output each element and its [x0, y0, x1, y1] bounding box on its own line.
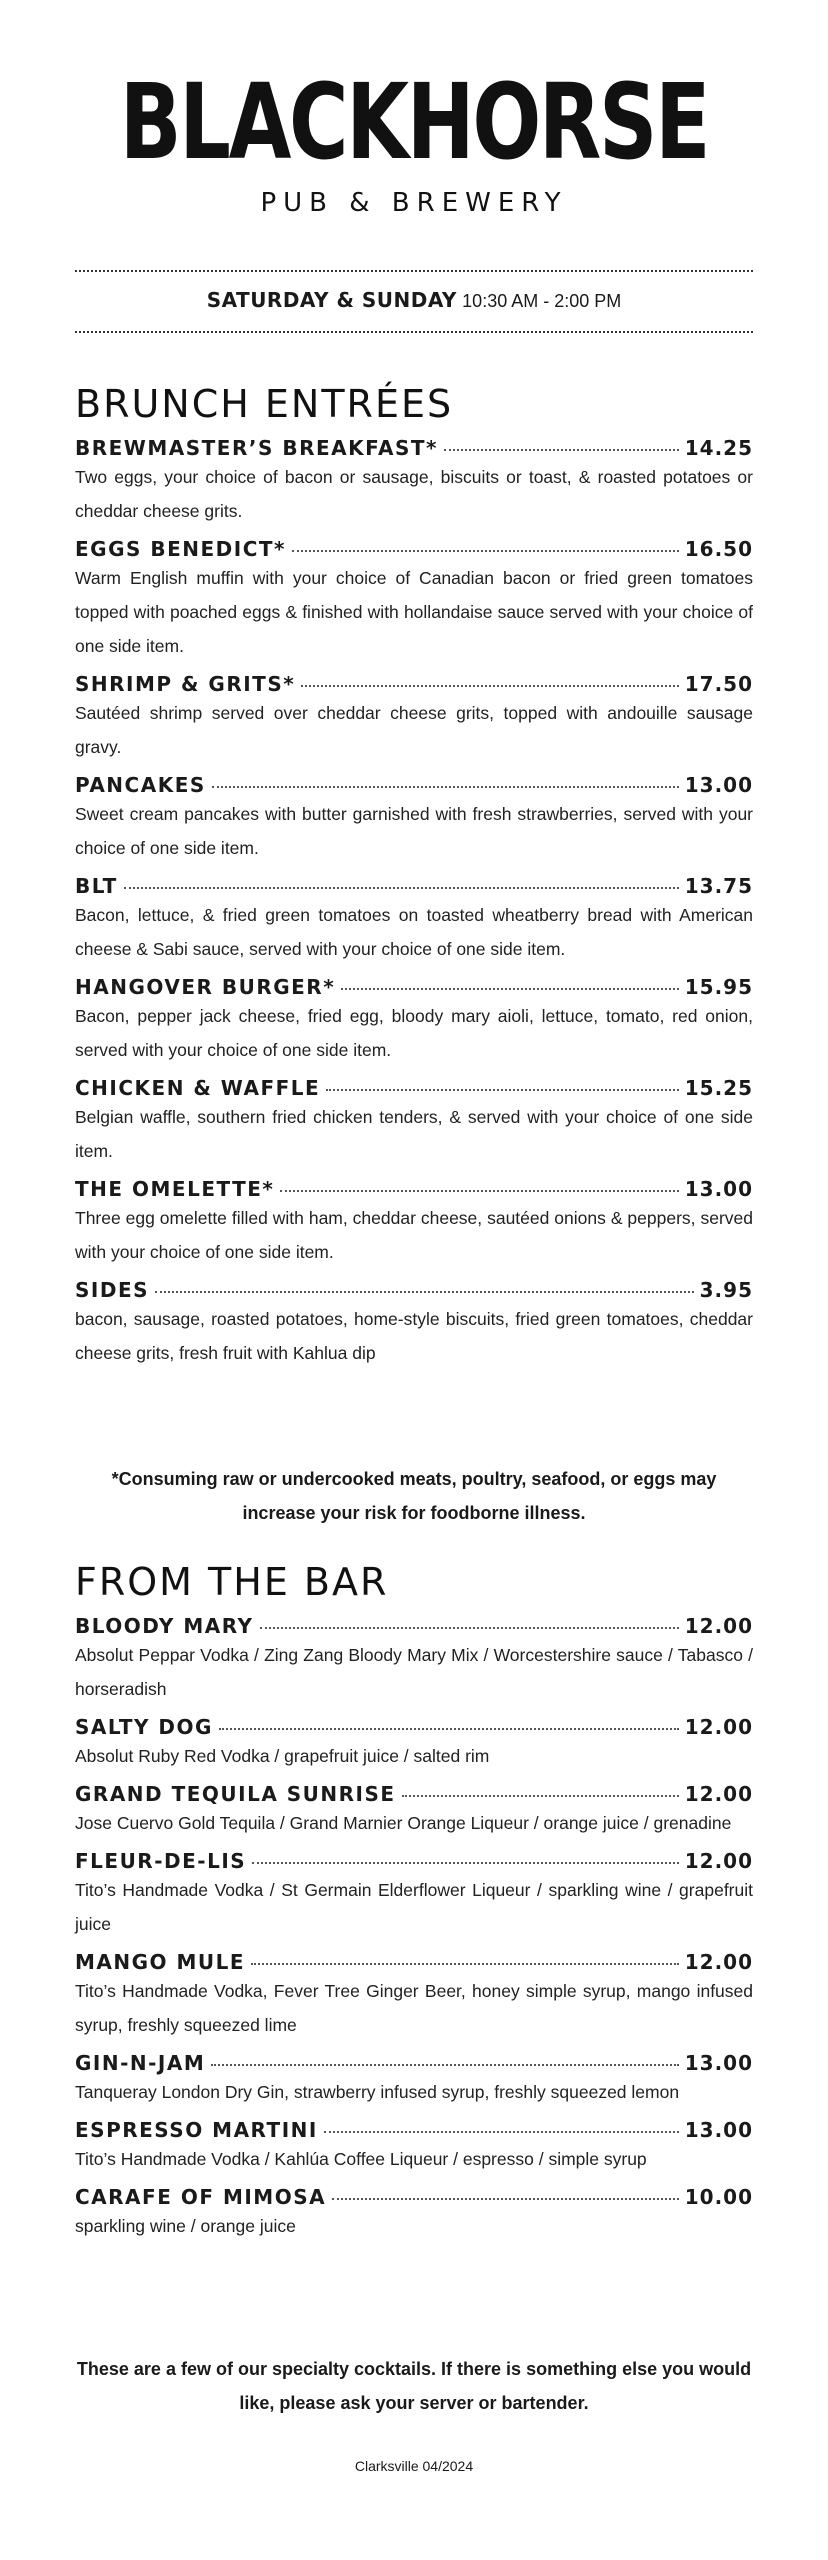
menu-item-price: 17.50 [684, 672, 753, 696]
menu-item-price: 13.00 [684, 2118, 753, 2142]
menu-item-header [75, 1614, 753, 1638]
menu-item-description: Sautéed shrimp served over cheddar cheese grits, topped with andouille sausage gravy. [75, 703, 753, 757]
menu-item [75, 1278, 753, 1370]
menu-item-description: Absolut Peppar Vodka / Zing Zang Bloody Mary Mix / Worcestershire sauce / Tabasco / horseradish [75, 1645, 753, 1699]
logo-subtitle: PUB & BREWERY [260, 188, 568, 218]
menu-item-price: 14.25 [684, 436, 753, 460]
menu-item-name: GRAND TEQUILA SUNRISE [75, 1782, 396, 1806]
menu-item-name: SIDES [75, 1278, 150, 1302]
hours-time: 10:30 AM - 2:00 PM [462, 291, 622, 311]
brunch-section [75, 382, 753, 1379]
dotted-leader [324, 2131, 679, 2133]
menu-item-name: BLT [75, 874, 118, 898]
hours-block [75, 270, 753, 333]
menu-item-price: 13.75 [684, 874, 753, 898]
menu-item-price: 12.00 [684, 1715, 753, 1739]
hours [75, 272, 753, 331]
logo [0, 62, 828, 218]
menu-item-header [75, 436, 753, 460]
menu-item-header [75, 773, 753, 797]
dotted-leader [402, 1795, 679, 1797]
menu-item-name: SHRIMP & GRITS* [75, 672, 296, 696]
menu-item-description: Warm English muffin with your choice of Canadian bacon or fried green tomatoes topped with poached eggs & finished with hollandaise sauce served with your choice of one side item. [75, 568, 753, 656]
menu-item [75, 2051, 753, 2109]
menu-item-header [75, 537, 753, 561]
bar-list [75, 1614, 753, 2243]
brunch-list [75, 436, 753, 1370]
menu-item-description: Jose Cuervo Gold Tequila / Grand Marnier Orange Liqueur / orange juice / grenadine [75, 1813, 732, 1833]
footer-location-date: Clarksville 04/2024 [354, 2458, 474, 2474]
menu-item-price: 10.00 [684, 2185, 753, 2209]
menu-item-name: ESPRESSO MARTINI [75, 2118, 318, 2142]
menu-item-name: BLOODY MARY [75, 1614, 254, 1638]
menu-item-description: Absolut Ruby Red Vodka / grapefruit juice / salted rim [75, 1746, 490, 1766]
dotted-leader [211, 2064, 678, 2066]
menu-item-description: Belgian waffle, southern fried chicken tenders, & served with your choice of one side item. [75, 1107, 753, 1161]
menu-item [75, 2185, 753, 2243]
brunch-title: BRUNCH ENTRÉES [75, 382, 454, 426]
menu-item-price: 13.00 [684, 1177, 753, 1201]
dotted-leader [301, 685, 679, 687]
dotted-leader [260, 1627, 679, 1629]
menu-item [75, 2118, 753, 2176]
menu-item [75, 874, 753, 966]
menu-item-header [75, 1715, 753, 1739]
logo-wordmark: BLACKHORSE [119, 61, 709, 183]
menu-item-price: 12.00 [684, 1614, 753, 1638]
menu-item-description: Bacon, lettuce, & fried green tomatoes on toasted wheatberry bread with American cheese & Sabi sauce, served with your choice of one side item. [75, 905, 753, 959]
menu-item-name: CHICKEN & WAFFLE [75, 1076, 321, 1100]
menu-item-name: MANGO MULE [75, 1950, 246, 1974]
dotted-leader [332, 2198, 679, 2200]
dotted-leader [124, 887, 679, 889]
menu-item-description: Tanqueray London Dry Gin, strawberry infused syrup, freshly squeezed lemon [75, 2082, 680, 2102]
bar-section [75, 1560, 753, 2252]
cocktail-note: These are a few of our specialty cocktails. If there is something else you would like, please ask your server or bartender. [76, 2359, 752, 2413]
menu-item-description: Tito’s Handmade Vodka / St Germain Elderflower Liqueur / sparkling wine / grapefruit juice [75, 1880, 753, 1934]
menu-item [75, 1614, 753, 1706]
menu-item-header [75, 2118, 753, 2142]
menu-item-name: CARAFE OF MIMOSA [75, 2185, 327, 2209]
dotted-leader [251, 1963, 679, 1965]
menu-item [75, 1715, 753, 1773]
menu-item-header [75, 2051, 753, 2075]
menu-item-header [75, 1278, 753, 1302]
menu-item [75, 1950, 753, 2042]
dotted-leader [292, 550, 679, 552]
divider-bottom [75, 331, 753, 333]
menu-item-description: Tito’s Handmade Vodka / Kahlúa Coffee Liqueur / espresso / simple syrup [75, 2149, 647, 2169]
menu-item-description: bacon, sausage, roasted potatoes, home-style biscuits, fried green tomatoes, cheddar cheese grits, fresh fruit with Kahlua dip [75, 1309, 753, 1363]
menu-item-price: 16.50 [684, 537, 753, 561]
menu-item-header [75, 1177, 753, 1201]
menu-item [75, 537, 753, 663]
menu-item-name: GIN-N-JAM [75, 2051, 206, 2075]
menu-item-description: Tito’s Handmade Vodka, Fever Tree Ginger Beer, honey simple syrup, mango infused syrup, freshly squeezed lime [75, 1981, 753, 2035]
dotted-leader [155, 1291, 694, 1293]
menu-item-name: BREWMASTER’S BREAKFAST* [75, 436, 438, 460]
menu-item-name: EGGS BENEDICT* [75, 537, 286, 561]
menu-item-description: Bacon, pepper jack cheese, fried egg, bloody mary aioli, lettuce, tomato, red onion, served with your choice of one side item. [75, 1006, 753, 1060]
menu-item-price: 15.95 [684, 975, 753, 999]
menu-item-name: THE OMELETTE* [75, 1177, 275, 1201]
menu-item-description: Two eggs, your choice of bacon or sausage, biscuits or toast, & roasted potatoes or cheddar cheese grits. [75, 467, 753, 521]
dotted-leader [280, 1190, 678, 1192]
menu-item-header [75, 1950, 753, 1974]
menu-item-price: 13.00 [684, 773, 753, 797]
menu-item-price: 3.95 [699, 1278, 753, 1302]
menu-item-header [75, 874, 753, 898]
dotted-leader [212, 786, 679, 788]
menu-item [75, 975, 753, 1067]
dotted-leader [326, 1089, 679, 1091]
menu-item-description: Three egg omelette filled with ham, cheddar cheese, sautéed onions & peppers, served with your choice of one side item. [75, 1208, 753, 1262]
menu-item-name: SALTY DOG [75, 1715, 213, 1739]
menu-item-price: 12.00 [684, 1782, 753, 1806]
menu-item-header [75, 2185, 753, 2209]
hours-days: SATURDAY & SUNDAY [206, 288, 457, 312]
dotted-leader [252, 1862, 679, 1864]
menu-item-price: 15.25 [684, 1076, 753, 1100]
food-safety-notice: *Consuming raw or undercooked meats, poultry, seafood, or eggs may increase your risk for foodborne illness. [111, 1469, 717, 1523]
menu-item-header [75, 1782, 753, 1806]
dotted-leader [341, 988, 679, 990]
menu-item-header [75, 1849, 753, 1873]
menu-item-header [75, 672, 753, 696]
menu-item-header [75, 975, 753, 999]
menu-item-price: 13.00 [684, 2051, 753, 2075]
menu-item-name: FLEUR-DE-LIS [75, 1849, 247, 1873]
menu-item-price: 12.00 [684, 1849, 753, 1873]
menu-item-description: Sweet cream pancakes with butter garnished with fresh strawberries, served with your choice of one side item. [75, 804, 753, 858]
dotted-leader [219, 1728, 679, 1730]
menu-item-header [75, 1076, 753, 1100]
menu-item-name: PANCAKES [75, 773, 206, 797]
menu-item-description: sparkling wine / orange juice [75, 2216, 296, 2236]
menu-item [75, 1076, 753, 1168]
menu-item [75, 1849, 753, 1941]
menu-item [75, 773, 753, 865]
bar-title: FROM THE BAR [75, 1560, 389, 1604]
menu-item [75, 1782, 753, 1840]
dotted-leader [444, 449, 679, 451]
menu-item [75, 1177, 753, 1269]
menu-item [75, 436, 753, 528]
menu-item-name: HANGOVER BURGER* [75, 975, 336, 999]
menu-item [75, 672, 753, 764]
menu-item-price: 12.00 [684, 1950, 753, 1974]
